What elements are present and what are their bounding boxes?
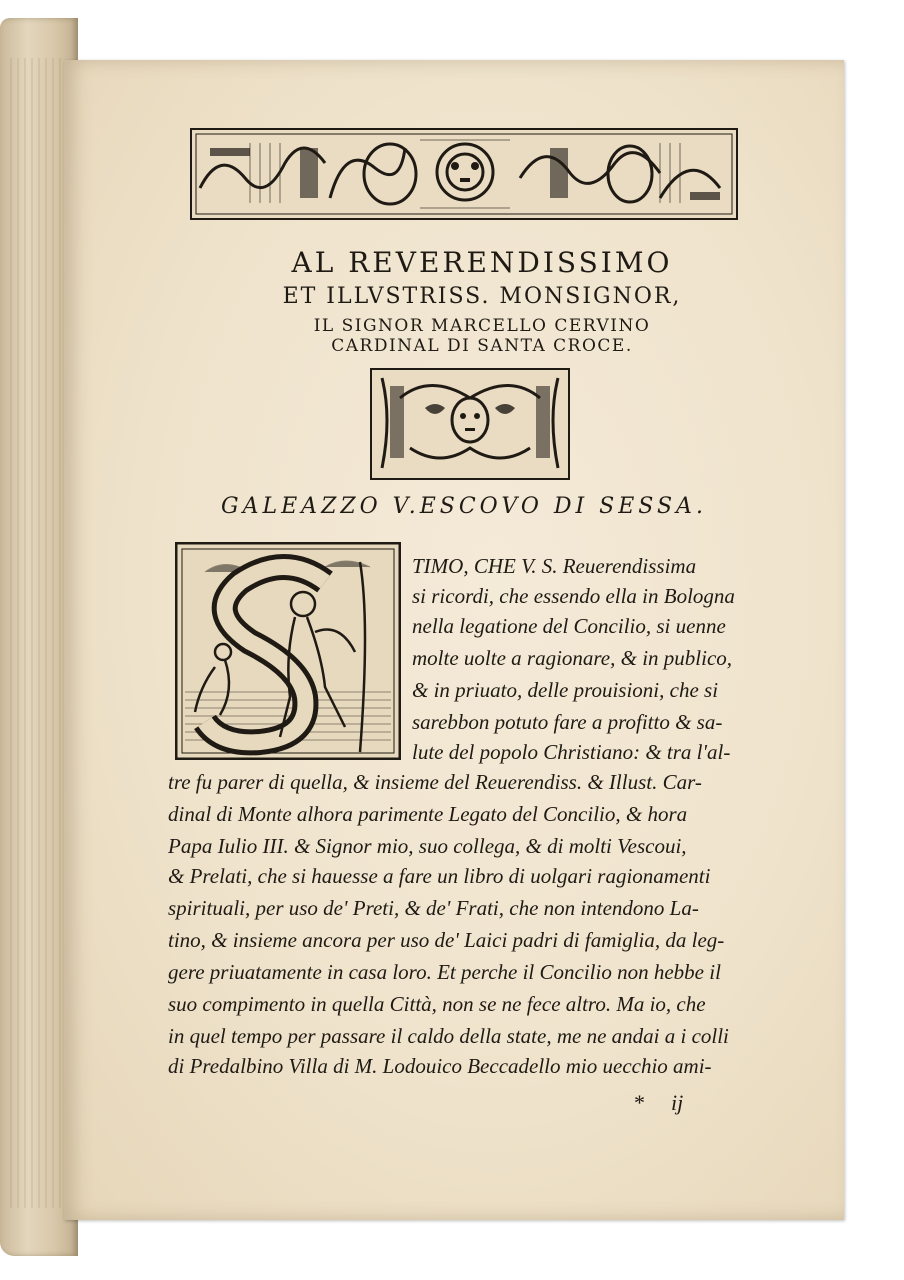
body-line: suo compimento in quella Città, non se ne fece altro. Ma io, che bbox=[168, 992, 706, 1016]
woodcut-mask-ornament bbox=[370, 368, 570, 480]
title-line-4: CARDINAL DI SANTA CROCE. bbox=[331, 336, 633, 356]
body-line: Papa Iulio III. & Signor mio, suo collega, & di molti Vescoui, bbox=[168, 834, 687, 858]
body-line: tino, & insieme ancora per uso de' Laici padri di famiglia, da leg- bbox=[168, 928, 725, 952]
body-line: spirituali, per uso de' Preti, & de' Frati, che non intendono La- bbox=[168, 896, 699, 920]
body-line: & Prelati, che si hauesse a fare un libro di uolgari ragionamenti bbox=[168, 864, 711, 888]
body-line: gere priuatamente in casa loro. Et perche il Concilio non hebbe il bbox=[168, 960, 721, 984]
body-line: molte uolte a ragionare, & in publico, bbox=[412, 646, 733, 670]
title-line-2: ET ILLVSTRISS. MONSIGNOR, bbox=[282, 284, 682, 309]
woodcut-headpiece bbox=[190, 128, 738, 220]
body-line: dinal di Monte alhora parimente Legato del Concilio, & hora bbox=[168, 802, 688, 826]
title-line-1: AL REVERENDISSIMO bbox=[291, 246, 673, 279]
body-line: di Predalbino Villa di M. Lodouico Beccadello mio uecchio ami- bbox=[168, 1054, 712, 1078]
body-line: TIMO, CHE V. S. Reuerendissima bbox=[412, 554, 697, 578]
body-line: sarebbon potuto fare a profitto & sa- bbox=[412, 710, 723, 734]
asterisk-mark: * bbox=[634, 1090, 645, 1115]
historiated-initial-s bbox=[175, 542, 401, 760]
body-line: lute del popolo Christiano: & tra l'al- bbox=[412, 740, 731, 764]
catchword-line bbox=[634, 1090, 683, 1116]
body-line: tre fu parer di quella, & insieme del Reuerendiss. & Illust. Car- bbox=[168, 770, 702, 794]
title-line-3: IL SIGNOR MARCELLO CERVINO bbox=[313, 316, 651, 336]
body-line: nella legatione del Concilio, si uenne bbox=[412, 614, 726, 638]
signature-mark: ij bbox=[671, 1090, 684, 1115]
body-line: & in priuato, delle prouisioni, che si bbox=[412, 678, 719, 702]
body-line: in quel tempo per passare il caldo della state, me ne andai a i colli bbox=[168, 1024, 729, 1048]
byline: GALEAZZO V.ESCOVO DI SESSA. bbox=[221, 494, 707, 519]
body-line: si ricordi, che essendo ella in Bologna bbox=[412, 584, 735, 608]
